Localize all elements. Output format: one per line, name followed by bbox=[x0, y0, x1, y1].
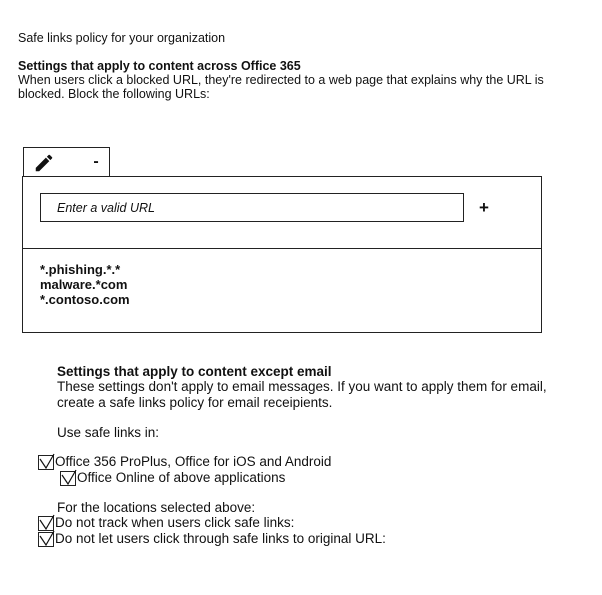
locations-label: For the locations selected above: bbox=[57, 500, 256, 515]
page-heading: Safe links policy for your organization bbox=[18, 31, 226, 45]
blocked-url-item[interactable]: malware.*com bbox=[40, 277, 128, 292]
remove-url-button[interactable]: - bbox=[93, 153, 99, 170]
use-safe-links-label: Use safe links in: bbox=[57, 425, 160, 440]
option-label: Office 356 ProPlus, Office for iOS and Android bbox=[55, 454, 332, 469]
option-office-online[interactable] bbox=[60, 470, 285, 486]
except-email-section-description: These settings don't apply to email messages. If you want to apply them for email, create a safe links policy for email receipients. bbox=[57, 379, 547, 410]
pencil-icon[interactable] bbox=[33, 152, 55, 174]
option-label: Office Online of above applications bbox=[77, 470, 286, 485]
option-label: Do not let users click through safe links to original URL: bbox=[55, 531, 386, 546]
office-proplus-checkbox[interactable] bbox=[38, 455, 54, 470]
office365-section-title: Settings that apply to content across Office 365 bbox=[18, 59, 301, 73]
do-not-track-checkbox[interactable] bbox=[38, 516, 54, 531]
panel-divider bbox=[23, 248, 541, 249]
option-office-proplus[interactable] bbox=[38, 454, 331, 470]
blocked-url-item[interactable]: *.phishing.*.* bbox=[40, 262, 121, 277]
url-list-toolbar bbox=[23, 147, 110, 177]
add-url-button[interactable]: + bbox=[479, 198, 489, 217]
office365-section-description: When users click a blocked URL, they're redirected to a web page that explains why the URL is blocked. Block the following URLs: bbox=[18, 73, 544, 101]
option-do-not-click-through[interactable] bbox=[38, 531, 386, 547]
url-input[interactable] bbox=[40, 193, 464, 222]
option-label: Do not track when users click safe links: bbox=[55, 515, 295, 530]
do-not-click-through-checkbox[interactable] bbox=[38, 532, 54, 547]
blocked-url-item[interactable]: *.contoso.com bbox=[40, 292, 130, 307]
blocked-url-panel bbox=[22, 176, 542, 333]
option-do-not-track[interactable] bbox=[38, 515, 294, 531]
blocked-url-list bbox=[40, 262, 130, 307]
except-email-section-title: Settings that apply to content except email bbox=[57, 364, 332, 379]
office-online-checkbox[interactable] bbox=[60, 471, 76, 486]
